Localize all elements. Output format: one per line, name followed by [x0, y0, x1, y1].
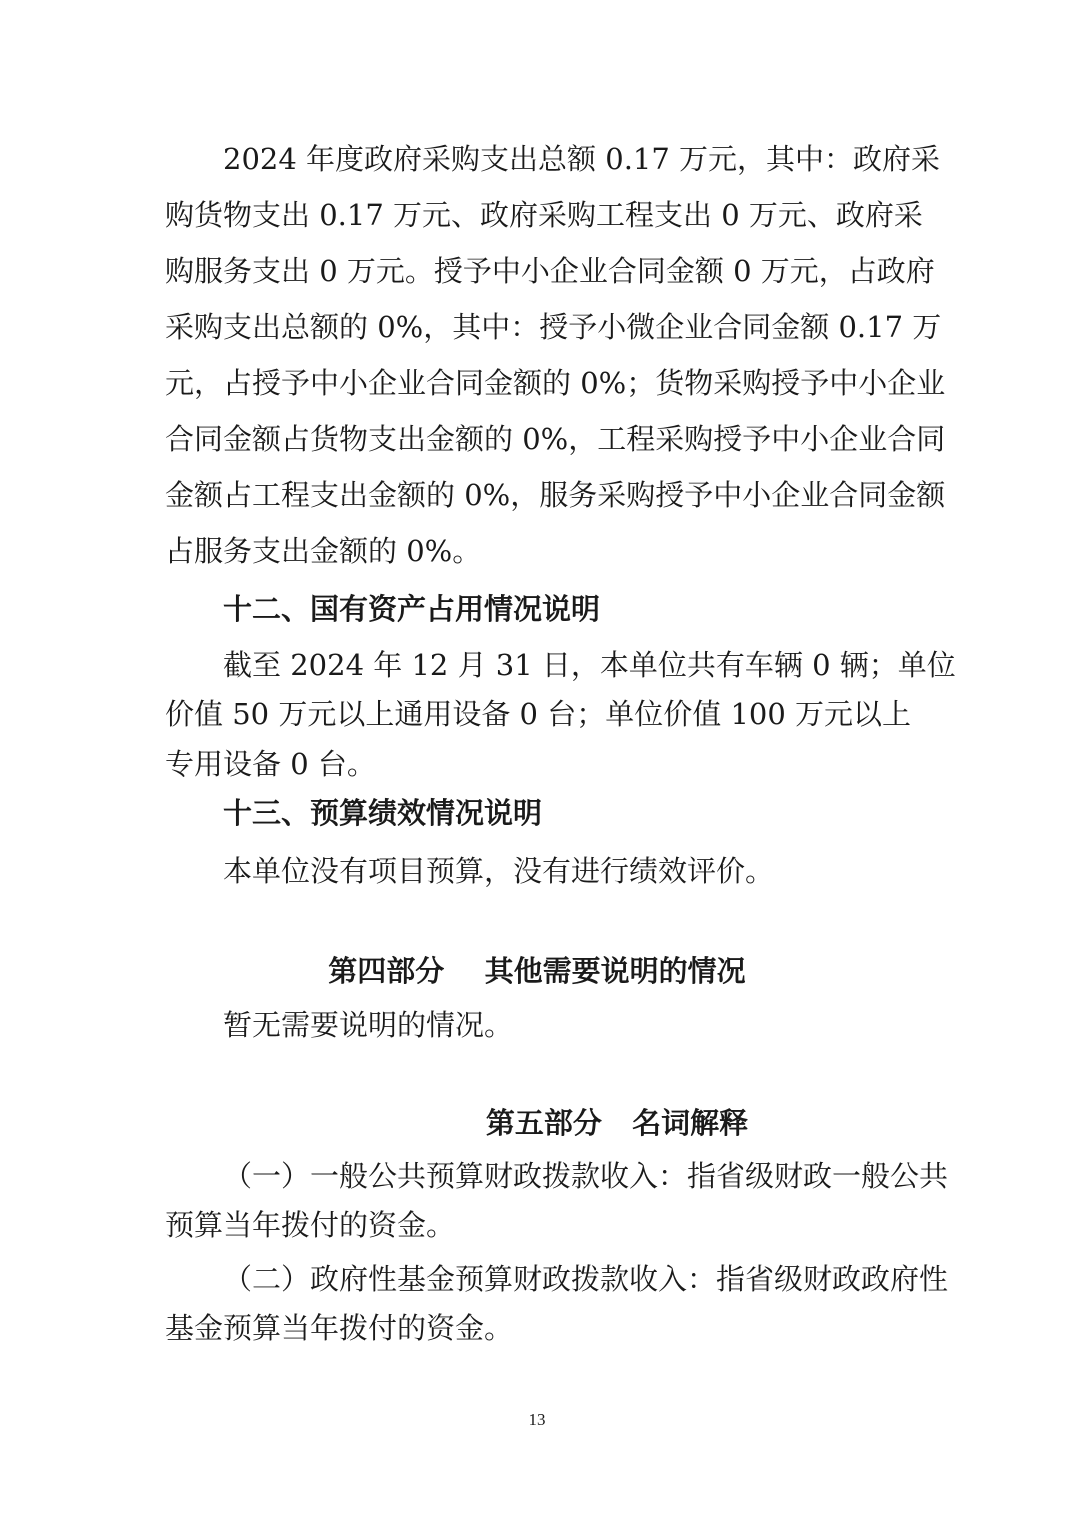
section-heading-13: 十三、预算绩效情况说明	[223, 796, 543, 830]
paragraph-line: 购服务支出 0 万元。授予中小企业合同金额 0 万元，占政府	[165, 254, 935, 288]
paragraph-line: 2024 年度政府采购支出总额 0.17 万元，其中：政府采	[223, 142, 941, 176]
paragraph-line: 价值 50 万元以上通用设备 0 台；单位价值 100 万元以上	[165, 697, 912, 731]
paragraph-line: 合同金额占货物支出金额的 0%，工程采购授予中小企业合同	[165, 422, 946, 456]
paragraph-line: 截至 2024 年 12 月 31 日，本单位共有车辆 0 辆；单位	[223, 648, 956, 682]
paragraph-line: 专用设备 0 台。	[165, 747, 376, 781]
definition-line: （一）一般公共预算财政拨款收入：指省级财政一般公共	[223, 1159, 949, 1193]
paragraph-line: 本单位没有项目预算，没有进行绩效评价。	[223, 854, 775, 888]
definition-line: （二）政府性基金预算财政拨款收入：指省级财政政府性	[223, 1262, 949, 1296]
section-heading-12: 十二、国有资产占用情况说明	[223, 592, 601, 626]
paragraph-line: 占服务支出金额的 0%。	[165, 534, 482, 568]
part-title-5: 第五部分 名词解释	[485, 1106, 749, 1140]
part-title-4: 第四部分 其他需要说明的情况	[328, 954, 746, 988]
paragraph-line: 金额占工程支出金额的 0%，服务采购授予中小企业合同金额	[165, 478, 946, 512]
paragraph-line: 购货物支出 0.17 万元、政府采购工程支出 0 万元、政府采	[165, 198, 923, 232]
definition-line: 基金预算当年拨付的资金。	[165, 1311, 514, 1345]
paragraph-line: 暂无需要说明的情况。	[223, 1008, 514, 1042]
paragraph-line: 元，占授予中小企业合同金额的 0%；货物采购授予中小企业	[165, 366, 946, 400]
page-number: 13	[528, 1410, 546, 1429]
paragraph-line: 采购支出总额的 0%，其中：授予小微企业合同金额 0.17 万	[165, 310, 942, 344]
definition-line: 预算当年拨付的资金。	[165, 1208, 456, 1242]
